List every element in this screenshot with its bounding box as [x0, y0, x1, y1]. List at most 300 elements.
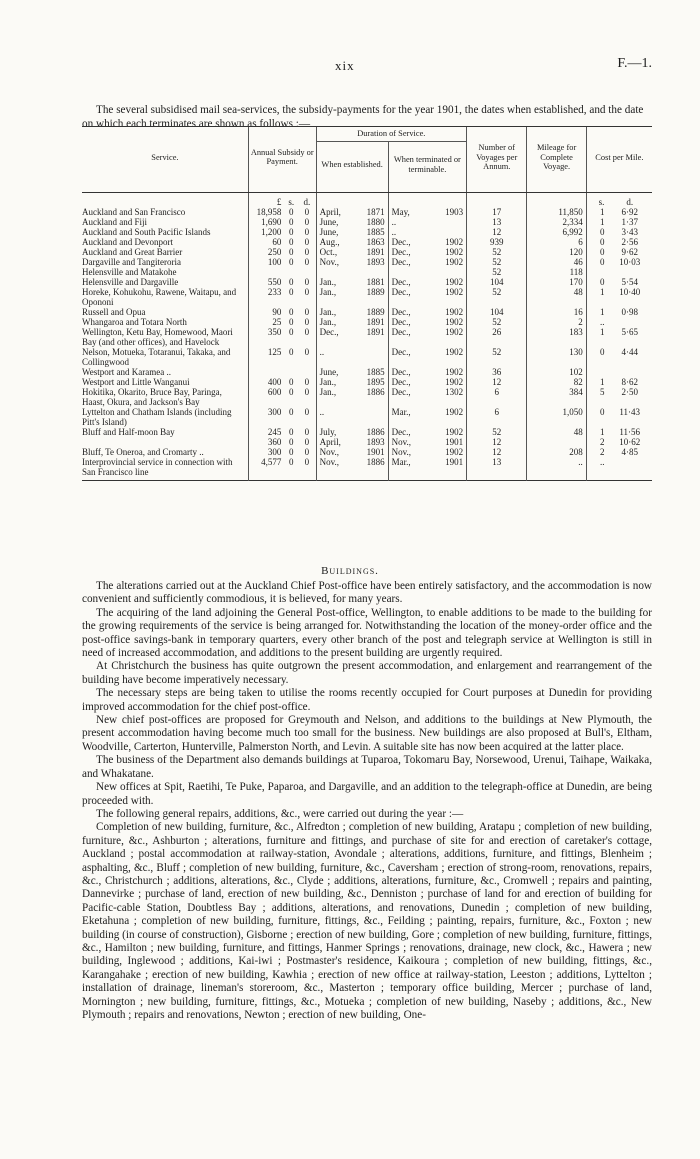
buildings-body — [82, 580, 652, 1022]
subsidy-pounds: 600 — [248, 387, 284, 407]
voyages-per-annum: 12 — [467, 437, 527, 447]
service-name — [82, 437, 248, 447]
table-row — [82, 287, 652, 307]
header-cost: Cost per Mile. — [586, 127, 652, 188]
terminated-year: 1901 — [445, 456, 464, 467]
terminated-year: 1902 — [445, 326, 464, 337]
terminated-month: Dec., — [388, 387, 430, 407]
subsidy-pounds: 245 — [248, 427, 284, 437]
subsidy-pence — [298, 267, 316, 277]
cost-pence: 1·37 — [621, 216, 638, 227]
subsidy-pounds: 18,958 — [248, 207, 284, 217]
terminated-year: 1901 — [445, 436, 464, 447]
terminated-month: .. — [388, 227, 430, 237]
service-name: Wellington, Ketu Bay, Homewood, Maori Bay (and other offices), and Havelock — [82, 326, 233, 347]
table-row — [82, 457, 652, 481]
subsidy-pounds: 550 — [248, 277, 284, 287]
cost-shillings — [586, 367, 607, 377]
terminated-month: Dec., — [388, 287, 430, 307]
subsidy-pence: 0 — [304, 276, 310, 287]
table-row — [82, 317, 652, 327]
subsidy-pence: 0 — [304, 286, 310, 297]
cost-shillings: 0 — [586, 227, 607, 237]
established-month: Jan., — [316, 307, 356, 317]
subsidy-shillings: 0 — [288, 346, 294, 357]
paragraph: Completion of new building, furniture, &c., Alfredton ; completion of new building, Aratapu ; completion of new building, furniture, &c., Ashburton ; alterations, furniture and fittings, and purchase of site for and erection of caretaker's cottage, Auckland ; postal accommodation at railway-station, Avondale ; alterations, additions, furniture, and fittings, Blenheim ; asphalting, &c., Bluff ; completion of new building, furniture, &c., Caversham ; erection of strong-room, renovations, repairs, &c., Christchurch ; additions, alterations, &c., Clyde ; additions, alterations, furniture, &c., Cromwell ; repairs and painting, Dannevirke ; purchase of land, erection of new building, &c., Denniston ; purchase of land for and erection of building for Pacific-cable Station, Doubtless Bay ; additions, alterations, and renovations, Dunedin ; completion of new building, Eketahuna ; completion of new building, furniture, fittings, &c., Feilding ; painting, repairs, furniture, &c., Foxton ; new building (in course of construction), Gisborne ; erection of new building, Gore ; completion of new building, furniture, fittings, &c., Hamilton ; new building, furniture, and fittings, Hanmer Springs ; renovations, drainage, new clock, &c., Hawera ; new building, Inglewood ; additions, Kai-iwi ; Postmaster's residence, Kaikoura ; completion of new building, fittings, &c., Karangahake ; erection of new building, Kawhia ; erection of new office at railway-station, Leeston ; additions, Lyttelton ; installation of drainage, lineman's storeroom, &c., Masterton ; temporary office building, Mercer ; purchase of land, Mornington ; new building, furniture, fittings, &c., Motueka ; completion of new building, Naseby ; additions, &c., New Plymouth ; repairs and renovations, Newton ; erection of new building, One- — [82, 821, 652, 1021]
voyages-per-annum: 6 — [467, 387, 527, 407]
terminated-month: Dec., — [388, 277, 430, 287]
table-row — [82, 247, 652, 257]
cost-shillings: 1 — [586, 207, 607, 217]
service-name: Westport and Little Wanganui — [82, 376, 190, 387]
subsidy-shillings: 0 — [288, 406, 294, 417]
cost-shillings: 0 — [586, 347, 607, 367]
table-row — [82, 447, 652, 457]
established-month: Jan., — [316, 277, 356, 287]
voyages-per-annum: 26 — [467, 327, 527, 347]
subsidy-shillings: 0 — [288, 436, 294, 447]
table-row — [82, 217, 652, 227]
subsidy-shillings: 0 — [288, 426, 294, 437]
subsidy-shillings: 0 — [288, 386, 294, 397]
cost-shillings: 1 — [586, 217, 607, 227]
established-month: Nov., — [316, 257, 356, 267]
subsidy-pence: 0 — [304, 316, 310, 327]
established-year: 1885 — [366, 226, 385, 237]
cost-shillings: 0 — [586, 247, 607, 257]
service-name: Helensville and Matakohe — [82, 266, 177, 277]
terminated-year: 1902 — [445, 236, 464, 247]
voyages-per-annum: 52 — [467, 247, 527, 257]
terminated-month: Dec., — [388, 377, 430, 387]
subsidy-pence: 0 — [304, 216, 310, 227]
subsidy-shillings: 0 — [288, 376, 294, 387]
established-year: 1881 — [366, 276, 385, 287]
service-name: Auckland and Great Barrier — [82, 246, 183, 257]
subsidy-shillings: 0 — [288, 206, 294, 217]
established-month: Oct., — [316, 247, 356, 257]
voyages-per-annum: 17 — [467, 207, 527, 217]
terminated-year: 1902 — [445, 446, 464, 457]
voyages-per-annum: 52 — [467, 347, 527, 367]
service-name: Bluff, Te Oneroa, and Cromarty .. — [82, 446, 204, 457]
established-month: Jan., — [316, 317, 356, 327]
cost-pence: 2·56 — [621, 236, 638, 247]
header-service: Service. — [82, 127, 248, 188]
terminated-year: 1902 — [445, 316, 464, 327]
voyages-per-annum: 52 — [467, 257, 527, 267]
mileage: 130 — [527, 347, 586, 367]
terminated-month: Mar., — [388, 457, 430, 481]
mileage: 48 — [527, 427, 586, 437]
established-year — [356, 407, 388, 427]
terminated-month: Nov., — [388, 437, 430, 447]
voyages-per-annum: 13 — [467, 457, 527, 481]
voyages-per-annum: 12 — [467, 447, 527, 457]
header-mileage: Mileage for Complete Voyage. — [527, 127, 586, 188]
established-month: Jan., — [316, 377, 356, 387]
subsidy-pence: 0 — [304, 236, 310, 247]
unit-cost-d: d. — [626, 196, 634, 207]
established-year: 1891 — [366, 246, 385, 257]
subsidy-pence: 0 — [304, 426, 310, 437]
terminated-month: Dec., — [388, 317, 430, 327]
terminated-month: Dec., — [388, 307, 430, 317]
mileage: 118 — [527, 267, 586, 277]
mileage: 183 — [527, 327, 586, 347]
subsidy-shillings: 0 — [288, 256, 294, 267]
table-row — [82, 407, 652, 427]
table-row — [82, 437, 652, 447]
subsidy-shillings: 0 — [288, 446, 294, 457]
subsidy-shillings: 0 — [288, 246, 294, 257]
mileage: 170 — [527, 277, 586, 287]
mileage: 120 — [527, 247, 586, 257]
established-year: 1886 — [366, 386, 385, 397]
mileage: 384 — [527, 387, 586, 407]
subsidy-pence — [298, 367, 316, 377]
service-name: Westport and Karamea .. — [82, 366, 171, 377]
table-row — [82, 307, 652, 317]
mileage: 102 — [527, 367, 586, 377]
cost-pence: 2·50 — [621, 386, 638, 397]
subsidy-pence: 0 — [304, 456, 310, 467]
terminated-year: 1902 — [445, 276, 464, 287]
table-row — [82, 207, 652, 217]
subsidy-pence: 0 — [304, 246, 310, 257]
established-month: June, — [316, 217, 356, 227]
terminated-month: Dec., — [388, 347, 430, 367]
service-name: Hokitika, Okarito, Bruce Bay, Paringa, Haast, Okura, and Jackson's Bay — [82, 386, 222, 407]
cost-pence: 4·85 — [621, 446, 638, 457]
voyages-per-annum: 12 — [467, 227, 527, 237]
voyages-per-annum: 939 — [467, 237, 527, 247]
cost-shillings: 0 — [586, 277, 607, 287]
cost-pence: 4·44 — [621, 346, 638, 357]
terminated-year: 1902 — [445, 376, 464, 387]
subsidy-pounds: 90 — [248, 307, 284, 317]
subsidy-shillings: 0 — [288, 306, 294, 317]
terminated-year: 1902 — [445, 406, 464, 417]
established-month: April, — [316, 207, 356, 217]
intro-paragraph: The several subsidised mail sea-services, the subsidy-payments for the year 1901, the dates when established, and the date on which each terminates are shown as follows :— — [82, 104, 644, 131]
mileage: 1,050 — [527, 407, 586, 427]
terminated-year — [431, 227, 467, 237]
paragraph: At Christchurch the business has quite outgrown the present accommodation, and enlargement and rearrangement of the building have become imperatively necessary. — [82, 660, 652, 686]
cost-pence: 10·40 — [619, 286, 641, 297]
cost-shillings: 0 — [586, 407, 607, 427]
subsidy-pounds: 100 — [248, 257, 284, 267]
established-month: Jan., — [316, 387, 356, 407]
voyages-per-annum: 52 — [467, 287, 527, 307]
mail-services-table — [82, 126, 652, 481]
terminated-year: 1902 — [445, 256, 464, 267]
cost-pence: 8·62 — [621, 376, 638, 387]
units-row — [82, 192, 652, 207]
subsidy-pounds — [248, 267, 284, 277]
voyages-per-annum: 36 — [467, 367, 527, 377]
table-row — [82, 427, 652, 437]
subsidy-pence: 0 — [304, 346, 310, 357]
cost-pence: 10·03 — [619, 256, 641, 267]
subsidy-pounds: 300 — [248, 447, 284, 457]
service-name: Horeke, Kohukohu, Rawene, Waitapu, and Opononi — [82, 286, 237, 307]
established-month: June, — [316, 227, 356, 237]
mileage: .. — [527, 457, 586, 481]
subsidy-pence: 0 — [304, 386, 310, 397]
header-established: When established. — [316, 141, 388, 188]
paragraph: New chief post-offices are proposed for Greymouth and Nelson, and additions to the buildings at New Plymouth, the present accommodation having become much too small for the business. New buildings are also proposed at Bull's, Eltham, Woodville, Carterton, Hunterville, Palmerston North, and Levin. A suitable site has now been acquired at the latter place. — [82, 714, 652, 753]
established-month: Jan., — [316, 287, 356, 307]
cost-pence — [607, 317, 652, 327]
subsidy-pence: 0 — [304, 206, 310, 217]
unit-pence: d. — [303, 196, 311, 207]
subsidy-pence: 0 — [304, 376, 310, 387]
established-month: .. — [316, 347, 356, 367]
subsidy-shillings: 0 — [288, 286, 294, 297]
mileage: 48 — [527, 287, 586, 307]
page-number: xix — [335, 58, 355, 73]
cost-pence: 5·65 — [621, 326, 638, 337]
mileage: 16 — [527, 307, 586, 317]
terminated-month: May, — [388, 207, 430, 217]
mileage: 46 — [527, 257, 586, 267]
terminated-year — [431, 267, 467, 277]
subsidy-pence: 0 — [304, 226, 310, 237]
terminated-year: 1902 — [445, 246, 464, 257]
cost-shillings: 1 — [586, 427, 607, 437]
subsidy-pounds: 125 — [248, 347, 284, 367]
service-name: Interprovincial service in connection with San Francisco line — [82, 456, 233, 477]
cost-shillings: 1 — [586, 377, 607, 387]
paragraph: The acquiring of the land adjoining the General Post-office, Wellington, to enable additions to be made to the building for the growing requirements of the service is being arranged for. Notwithstanding the location of the money-order office and the post-office savings-bank in temporary quarters, every other branch of the post and telegraph service at Wellington is still in need of increased accommodation, and additions to the present building are urgently required. — [82, 606, 652, 660]
subsidy-shillings: 0 — [288, 456, 294, 467]
cost-pence: 9·62 — [621, 246, 638, 257]
section-title-buildings: Buildings. — [321, 565, 379, 577]
paragraph: New offices at Spit, Raetihi, Te Puke, Paparoa, and Dargaville, and an addition to the telegraph-office at Dunedin, are being proceeded with. — [82, 781, 652, 807]
established-month: April, — [316, 437, 356, 447]
mileage: 208 — [527, 447, 586, 457]
cost-pence: 3·43 — [621, 226, 638, 237]
subsidy-shillings — [284, 367, 298, 377]
cost-pence: 0·98 — [621, 306, 638, 317]
table-row — [82, 327, 652, 347]
cost-shillings: .. — [586, 457, 607, 481]
subsidy-pounds: 300 — [248, 407, 284, 427]
service-name: Russell and Opua — [82, 306, 146, 317]
cost-shillings: 1 — [586, 327, 607, 347]
terminated-year: 1903 — [445, 206, 464, 217]
cost-pence: 10·62 — [619, 436, 641, 447]
terminated-year: 1902 — [445, 306, 464, 317]
terminated-month: Dec., — [388, 427, 430, 437]
table-row — [82, 237, 652, 247]
established-year: 1880 — [366, 216, 385, 227]
table-row — [82, 257, 652, 267]
terminated-year: 1902 — [445, 426, 464, 437]
subsidy-pounds — [248, 367, 284, 377]
established-month: July, — [316, 427, 356, 437]
subsidy-pounds: 4,577 — [248, 457, 284, 481]
terminated-month: .. — [388, 217, 430, 227]
subsidy-pounds: 60 — [248, 237, 284, 247]
subsidy-shillings: 0 — [288, 316, 294, 327]
cost-shillings — [586, 267, 607, 277]
voyages-per-annum: 104 — [467, 307, 527, 317]
subsidy-pounds: 250 — [248, 247, 284, 257]
header-subsidy: Annual Subsidy or Payment. — [248, 127, 316, 188]
established-year — [356, 347, 388, 367]
paragraph: The following general repairs, additions, &c., were carried out during the year :— — [96, 807, 464, 820]
terminated-year: 1902 — [445, 366, 464, 377]
voyages-per-annum: 52 — [467, 267, 527, 277]
subsidy-shillings: 0 — [288, 326, 294, 337]
table-row — [82, 277, 652, 287]
cost-pence: 11·56 — [619, 426, 641, 437]
cost-pence: 5·54 — [621, 276, 638, 287]
service-name: Bluff and Half-moon Bay — [82, 426, 175, 437]
table-row — [82, 267, 652, 277]
mileage: 2 — [527, 317, 586, 327]
terminated-year: 1902 — [445, 346, 464, 357]
table-row — [82, 347, 652, 367]
mileage: 11,850 — [527, 207, 586, 217]
terminated-month: Mar., — [388, 407, 430, 427]
document-reference: F.—1. — [617, 56, 652, 71]
voyages-per-annum: 12 — [467, 377, 527, 387]
established-month: Nov., — [316, 457, 356, 481]
established-year: 1871 — [366, 206, 385, 217]
subsidy-pounds: 360 — [248, 437, 284, 447]
cost-shillings: 1 — [586, 307, 607, 317]
unit-cost-s: s. — [586, 192, 607, 207]
established-year: 1886 — [366, 456, 385, 467]
service-name: Auckland and South Pacific Islands — [82, 226, 211, 237]
mileage: 82 — [527, 377, 586, 387]
subsidy-pence: 0 — [304, 446, 310, 457]
cost-pence — [607, 367, 652, 377]
table-row — [82, 387, 652, 407]
subsidy-shillings: 0 — [288, 216, 294, 227]
established-month: .. — [316, 407, 356, 427]
subsidy-pence: 0 — [304, 406, 310, 417]
mileage: 2,334 — [527, 217, 586, 227]
mileage: 6,992 — [527, 227, 586, 237]
established-month: Dec., — [316, 327, 356, 347]
cost-shillings: 0 — [586, 237, 607, 247]
subsidy-shillings: 0 — [288, 236, 294, 247]
established-year: 1893 — [366, 436, 385, 447]
header-voyages: Number of Voyages per Annum. — [467, 127, 527, 188]
voyages-per-annum: 6 — [467, 407, 527, 427]
terminated-month: Dec., — [388, 247, 430, 257]
service-name: Nelson, Motueka, Totaranui, Takaka, and Collingwood — [82, 346, 231, 367]
cost-shillings: 1 — [586, 287, 607, 307]
unit-pounds: £ — [248, 192, 284, 207]
mileage: 6 — [527, 237, 586, 247]
cost-shillings: .. — [586, 317, 607, 327]
header-terminated: When terminated or terminable. — [388, 141, 466, 188]
established-year: 1889 — [366, 306, 385, 317]
subsidy-pounds: 400 — [248, 377, 284, 387]
subsidy-pounds: 25 — [248, 317, 284, 327]
table-row — [82, 377, 652, 387]
subsidy-pence: 0 — [304, 306, 310, 317]
cost-pence: 6·92 — [621, 206, 638, 217]
terminated-month: Dec., — [388, 257, 430, 267]
established-year — [356, 267, 388, 277]
subsidy-pounds: 1,690 — [248, 217, 284, 227]
table-row — [82, 367, 652, 377]
voyages-per-annum: 52 — [467, 317, 527, 327]
paragraph: The necessary steps are being taken to utilise the rooms recently occupied for Court purposes at Dunedin for providing improved accommodation for the chief post-office. — [82, 687, 652, 713]
subsidy-pence: 0 — [304, 326, 310, 337]
established-year: 1863 — [366, 236, 385, 247]
cost-shillings: 2 — [586, 447, 607, 457]
service-name: Auckland and Devonport — [82, 236, 173, 247]
terminated-year: 1302 — [445, 386, 464, 397]
established-year: 1893 — [366, 256, 385, 267]
service-name: Auckland and San Francisco — [82, 206, 186, 217]
subsidy-pence: 0 — [304, 436, 310, 447]
cost-shillings: 5 — [586, 387, 607, 407]
paragraph: The alterations carried out at the Auckland Chief Post-office have been entirely satisfactory, and the accommodation is now convenient and sufficiently commodious, it is believed, for many years. — [82, 580, 652, 606]
established-month — [316, 267, 356, 277]
subsidy-shillings — [284, 267, 298, 277]
cost-pence — [607, 457, 652, 481]
established-month: June, — [316, 367, 356, 377]
established-month: Nov., — [316, 447, 356, 457]
terminated-month — [388, 267, 430, 277]
service-name: Lyttelton and Chatham Islands (including Pitt's Island) — [82, 406, 232, 427]
subsidy-pounds: 350 — [248, 327, 284, 347]
terminated-month: Dec., — [388, 237, 430, 247]
service-name: Whangaroa and Totara North — [82, 316, 187, 327]
established-year: 1891 — [366, 326, 385, 337]
subsidy-shillings: 0 — [288, 226, 294, 237]
paragraph: The business of the Department also demands buildings at Tuparoa, Tokomaru Bay, Norsewood, Urenui, Taihape, Waikaka, and Whakatane. — [82, 754, 652, 780]
voyages-per-annum: 104 — [467, 277, 527, 287]
mileage — [527, 437, 586, 447]
cost-shillings: 0 — [586, 257, 607, 267]
cost-shillings: 2 — [586, 437, 607, 447]
established-year: 1885 — [366, 366, 385, 377]
service-name: Auckland and Fiji — [82, 216, 147, 227]
voyages-per-annum: 13 — [467, 217, 527, 227]
service-name: Dargaville and Tangiteroria — [82, 256, 181, 267]
cost-pence — [607, 267, 652, 277]
established-year: 1886 — [366, 426, 385, 437]
terminated-year: 1902 — [445, 286, 464, 297]
terminated-month: Dec., — [388, 367, 430, 377]
established-year: 1895 — [366, 376, 385, 387]
established-month: Aug., — [316, 237, 356, 247]
established-year: 1901 — [366, 446, 385, 457]
established-year: 1891 — [366, 316, 385, 327]
table-row — [82, 227, 652, 237]
subsidy-pence: 0 — [304, 256, 310, 267]
voyages-per-annum: 52 — [467, 427, 527, 437]
subsidy-shillings: 0 — [288, 276, 294, 287]
service-name: Helensville and Dargaville — [82, 276, 179, 287]
terminated-month: Dec., — [388, 327, 430, 347]
cost-pence: 11·43 — [619, 406, 641, 417]
subsidy-pounds: 233 — [248, 287, 284, 307]
terminated-year — [431, 217, 467, 227]
subsidy-pounds: 1,200 — [248, 227, 284, 237]
established-year: 1889 — [366, 286, 385, 297]
unit-shillings: s. — [288, 196, 295, 207]
